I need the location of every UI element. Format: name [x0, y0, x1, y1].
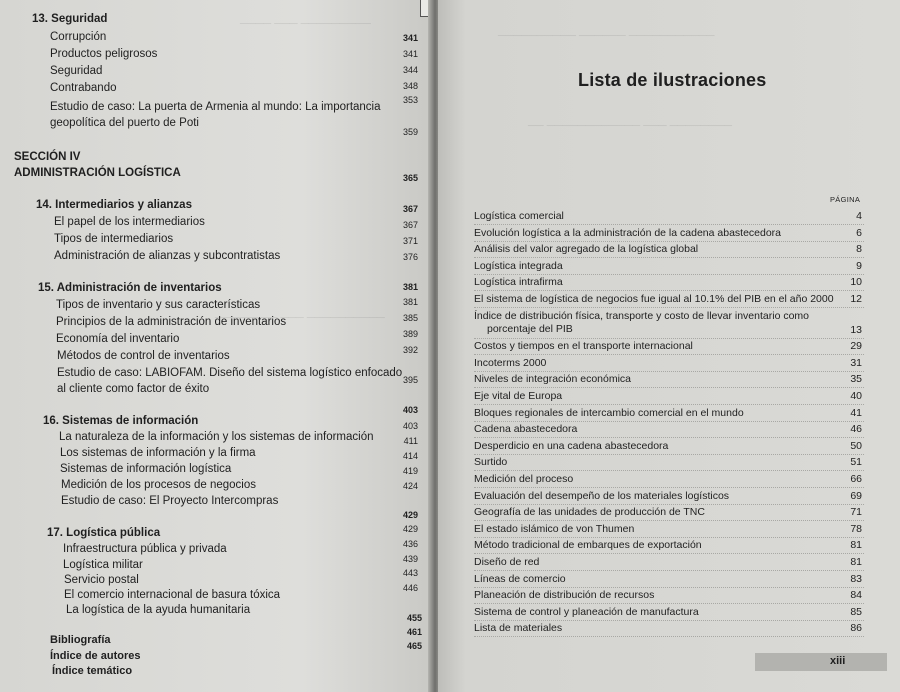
toc-entry-label: Principios de la administración de inventarios [56, 316, 287, 328]
chapter-14-title: 14. Intermediarios y alianzas [36, 199, 192, 211]
chapter-17-page: 429 [402, 510, 418, 520]
toc-entry-page: 341 [402, 49, 418, 59]
dotted-rule [474, 437, 864, 438]
illustration-entry-page: 31 [850, 357, 862, 369]
toc-entry-label-cont: geopolítica del puerto de Poti [50, 117, 199, 129]
dotted-rule [474, 504, 864, 505]
toc-entry-label: El comercio internacional de basura tóxica [64, 589, 281, 601]
dotted-rule [474, 603, 864, 604]
illustration-entry-page: 84 [850, 589, 862, 601]
toc-entry-label-cont: al cliente como factor de éxito [57, 383, 210, 395]
toc-entry-label: Economía del inventario [56, 333, 180, 345]
illustration-entry-label: Niveles de integración económica [474, 373, 632, 385]
toc-entry-page: 389 [402, 329, 418, 339]
dotted-rule [474, 404, 864, 405]
toc-entry-page: 344 [402, 65, 418, 75]
dotted-rule [474, 387, 864, 388]
illustration-entry-page: 81 [850, 539, 862, 551]
toc-entry-page: 376 [402, 252, 418, 262]
toc-entry-page: 381 [402, 297, 418, 307]
toc-entry-page: 446 [402, 583, 418, 593]
toc-entry-page: 419 [402, 466, 418, 476]
dotted-rule [474, 587, 864, 588]
toc-entry-label: Estudio de caso: La puerta de Armenia al mundo: La importancia [50, 101, 381, 113]
illustration-entry-label: Costos y tiempos en el transporte internacional [474, 340, 693, 352]
dotted-rule [474, 307, 864, 308]
show-through-text: ────────── ─── ──────── [215, 312, 385, 324]
illustration-entry-page: 9 [856, 260, 862, 272]
dotted-rule [474, 487, 864, 488]
illustration-entry-page: 29 [850, 340, 862, 352]
toc-entry-label: El papel de los intermediarios [54, 216, 205, 228]
toc-entry-page: 359 [402, 127, 418, 137]
toc-entry-page: 439 [402, 554, 418, 564]
toc-entry-label: La logística de la ayuda humanitaria [66, 604, 251, 616]
dotted-rule [474, 354, 864, 355]
back-matter-page: 465 [406, 641, 422, 651]
chapter-15-title: 15. Administración de inventarios [38, 282, 222, 294]
dotted-rule [474, 520, 864, 521]
page-number: xiii [830, 655, 846, 667]
chapter-17-title: 17. Logística pública [47, 527, 161, 539]
illustration-entry-label: Evaluación del desempeño de los materiales logísticos [474, 490, 730, 502]
illustration-entry-page: 4 [856, 210, 862, 222]
chapter-16-page: 403 [402, 405, 418, 415]
dotted-rule [474, 257, 864, 258]
toc-entry-label: Servicio postal [64, 574, 139, 586]
dotted-rule [474, 371, 864, 372]
back-matter-page: 461 [406, 627, 422, 637]
illustration-entry-label: Índice de distribución física, transporte y costo de llevar inventario como [474, 310, 810, 322]
illustration-entry-label: Diseño de red [474, 556, 540, 568]
toc-entry-page: 424 [402, 481, 418, 491]
back-matter-subject-index: Índice temático [52, 665, 133, 677]
illustration-entry-label: Lista de materiales [474, 622, 563, 634]
illustration-entry-label: Logística comercial [474, 210, 564, 222]
toc-entry-page: 348 [402, 81, 418, 91]
back-matter-author-index: Índice de autores [50, 650, 141, 662]
illustration-entry-page: 12 [850, 293, 862, 305]
illustration-entry-page: 83 [850, 573, 862, 585]
chapter-15-page: 381 [402, 282, 418, 292]
dotted-rule [474, 224, 864, 225]
illustration-entry-page: 50 [850, 440, 862, 452]
illustration-entry-page: 71 [850, 506, 862, 518]
illustration-entry-label: Desperdicio en una cadena abastecedora [474, 440, 669, 452]
left-page [0, 0, 432, 692]
dotted-rule [474, 470, 864, 471]
toc-entry-page: 436 [402, 539, 418, 549]
toc-entry-page: 403 [402, 421, 418, 431]
dotted-rule [474, 338, 864, 339]
dotted-rule [474, 421, 864, 422]
show-through-text: ───────── ─── ──── [240, 18, 371, 30]
illustration-entry-label: Bloques regionales de intercambio comercial en el mundo [474, 407, 744, 419]
dotted-rule [474, 636, 864, 637]
back-matter-page: 455 [406, 613, 422, 623]
illustration-entry-page: 35 [850, 373, 862, 385]
page-column-header: PÁGINA [830, 195, 861, 204]
illustration-entry-label: Eje vital de Europa [474, 390, 563, 402]
illustration-entry-page: 6 [856, 227, 862, 239]
illustration-entry-label: Medición del proceso [474, 473, 574, 485]
toc-entry-label: Estudio de caso: LABIOFAM. Diseño del sistema logístico enfocado [57, 367, 403, 379]
dotted-rule [474, 620, 864, 621]
illustration-entry-label: El sistema de logística de negocios fue igual al 10.1% del PIB en el año 2000 [474, 293, 834, 305]
toc-entry-page: 353 [402, 95, 418, 105]
folio-bar [755, 653, 887, 671]
toc-entry-label: Corrupción [50, 31, 107, 43]
section-iv-subheading: ADMINISTRACIÓN LOGÍSTICA [14, 167, 181, 179]
toc-entry-label: Tipos de inventario y sus características [56, 299, 261, 311]
toc-entry-page: 367 [402, 220, 418, 230]
chapter-16-title: 16. Sistemas de información [43, 415, 199, 427]
toc-entry-label: Logística militar [63, 559, 143, 571]
toc-entry-label: Contrabando [50, 82, 117, 94]
toc-entry-page: 385 [402, 313, 418, 323]
illustration-entry-page: 86 [850, 622, 862, 634]
illustration-entry-page: 46 [850, 423, 862, 435]
toc-entry-page: 411 [403, 436, 418, 446]
illustration-entry-label: Logística intrafirma [474, 276, 563, 288]
illustration-entry-label: Cadena abastecedora [474, 423, 578, 435]
illustration-entry-label: Geografía de las unidades de producción de TNC [474, 506, 705, 518]
illustration-entry-page: 40 [850, 390, 862, 402]
toc-entry-label: Métodos de control de inventarios [57, 350, 230, 362]
dotted-rule [474, 553, 864, 554]
chapter-14-page: 367 [402, 204, 418, 214]
illustration-entry-label: Surtido [474, 456, 508, 468]
toc-entry-label: Los sistemas de información y la firma [60, 447, 256, 459]
toc-entry-page: 443 [402, 568, 418, 578]
toc-entry-page: 429 [402, 524, 418, 534]
toc-entry-label: Medición de los procesos de negocios [61, 479, 256, 491]
illustration-entry-page: 81 [850, 556, 862, 568]
toc-entry-page: 341 [402, 33, 418, 43]
toc-entry-label: Infraestructura pública y privada [63, 543, 227, 555]
chapter-13-title: 13. Seguridad [32, 13, 108, 25]
page-title: Lista de ilustraciones [578, 70, 767, 90]
toc-entry-page: 414 [402, 451, 418, 461]
illustration-entry-label: Líneas de comercio [474, 573, 566, 585]
illustration-entry-label: Incoterms 2000 [474, 357, 547, 369]
illustration-entry-page: 66 [850, 473, 862, 485]
dotted-rule [474, 274, 864, 275]
dotted-rule [474, 537, 864, 538]
illustration-entry-label-cont: porcentaje del PIB [487, 323, 573, 335]
show-through-text: ──────── ─── ──────────── ── [528, 120, 733, 132]
illustration-entry-label: Método tradicional de embarques de exportación [474, 539, 702, 551]
illustration-entry-label: Logística integrada [474, 260, 563, 272]
toc-entry-label: Productos peligrosos [50, 48, 158, 60]
illustration-entry-label: El estado islámico de von Thumen [474, 523, 635, 535]
illustration-entry-page: 8 [856, 243, 862, 255]
illustration-entry-page: 41 [850, 407, 862, 419]
toc-entry-label: Administración de alianzas y subcontratistas [54, 250, 281, 262]
toc-entry-label: Estudio de caso: El Proyecto Intercompras [61, 495, 279, 507]
illustration-entry-page: 10 [850, 276, 862, 288]
illustration-entry-page: 13 [850, 324, 862, 336]
toc-entry-label: La naturaleza de la información y los sistemas de información [59, 431, 374, 443]
toc-entry-page: 395 [402, 375, 418, 385]
section-iv-heading: SECCIÓN IV [14, 151, 81, 163]
illustration-entry-label: Sistema de control y planeación de manufactura [474, 606, 699, 618]
section-iv-page: 365 [402, 173, 418, 183]
illustration-entry-label: Evolución logística a la administración de la cadena abastecedora [474, 227, 782, 239]
illustration-entry-page: 51 [850, 456, 862, 468]
dotted-rule [474, 290, 864, 291]
toc-entry-page: 371 [402, 236, 418, 246]
toc-entry-label: Tipos de intermediarios [54, 233, 174, 245]
dotted-rule [474, 241, 864, 242]
illustration-entry-label: Análisis del valor agregado de la logística global [474, 243, 699, 255]
illustration-entry-page: 69 [850, 490, 862, 502]
toc-entry-label: Seguridad [50, 65, 103, 77]
dotted-rule [474, 570, 864, 571]
dotted-rule [474, 454, 864, 455]
back-matter-bibliography: Bibliografía [50, 634, 111, 646]
show-through-text: ─────────── ────── ────────── [498, 30, 715, 42]
illustration-entry-page: 85 [850, 606, 862, 618]
toc-entry-label: Sistemas de información logística [60, 463, 232, 475]
illustration-entry-label: Planeación de distribución de recursos [474, 589, 655, 601]
toc-entry-page: 392 [402, 345, 418, 355]
illustration-entry-page: 78 [850, 523, 862, 535]
